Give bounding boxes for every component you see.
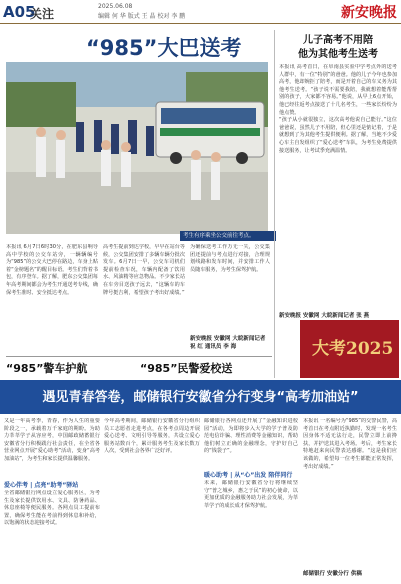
main-photo — [6, 62, 268, 234]
ad-title: 大考2025 — [312, 339, 394, 359]
issue-date: 2025.06.08 — [98, 3, 133, 10]
right-byline: 新安晚报 安徽网 大皖新闻记者 张 燕 — [279, 313, 370, 319]
bottom-subhead-2: 暖心助考 | 从“心”出发 陪伴同行 — [204, 472, 293, 479]
section-rule — [6, 356, 272, 357]
bottom-body-6: 本报讯 一名编号为“985”的交警民警，高考首日在考点附近执勤时，发现一名考生因身体不适无法行走，民警立即上前搀扶，并护送其进入考场。考后，考生家长特地赶来向民警表达感谢。“这是我们应该做的，希望每一位考生都能正常发挥，考出好成绩。” — [303, 418, 397, 470]
main-headline: “985”大巴送考 — [86, 36, 242, 60]
editor-line: 编辑 何 华 版式 王 晶 校对 李 鹏 — [98, 13, 186, 20]
banner-title: 遇见青春答卷，邮储银行安徽省分行变身“高考加油站” — [42, 390, 359, 405]
page-number: A05 — [3, 3, 36, 21]
bottom-byline: 邮储银行 安徽分行 供稿 — [303, 571, 362, 577]
bottom-body-5: 未来，邮储银行安徽省分行将继续坚守“普之城乡，惠之于民”的初心使命，以更加优质的金融服务助力社会发展，为莘莘学子的成长成才保驾护航。 — [204, 480, 298, 509]
advertisement — [300, 320, 399, 378]
main-body-left: 本报讯 6月7日6时30分，在肥东县响导高中学校的公交车站旁，一辆辆编号为“985”的公交大巴停在路边，车身上贴着“金榜题名”的醒目标语。考生们背着书包，有序登车。据了解，肥东公交集团每年高考期间都会为考生开通送考专线，确保考生准时、安全抵达考点。 — [6, 244, 98, 296]
main-byline: 新安晚报 安徽网 大皖新闻记者 祝 红 通讯员 李 海 — [190, 336, 266, 350]
column-divider — [274, 30, 275, 378]
lower-left-headline: “985”警车护航 — [6, 362, 88, 375]
bottom-subhead-1: 爱心伴考 | 点亮“助考”驿站 — [4, 482, 79, 489]
bottom-body-1: 又是一年高考季，青春，作为人生的重要阶段之一，承载着万千家庭的期盼。为助力莘莘学子从容应考，中国邮政储蓄银行安徽省分行积极践行社会责任，在全省各营业网点开展“爱心助考”活动，变身“高考加油站”，为考生和家长提供温馨服务。 — [4, 418, 100, 462]
bottom-body-2: 全省邮储银行网点设立爱心服务区，为考生及家长提供饮用水、文具、防暑药品、休息座椅等便民服务。各网点员工提前布置，确保考生能在考前得到休息和补给，以饱满的状态迎接考试。 — [4, 490, 100, 527]
right-body: 本报讯 高考首日，在阜南县实验中学考点外的送考人群中，有一位“特别”的爸爸。他的儿子今年也参加高考，他却婉拒了陪考，而是开着自己的车义务为其他考生送考。“孩子说不需要我陪，我就想着能帮帮别的孩子，大家都不容易。”他说，从早上6点开始，他已经往返考点接送了十几名考生，一些家长纷纷为他点赞。 “孩子从小就很独立，这次高考他说自己能行。”这位爸爸说，虽然儿子不用陪，但心里还是惦记着，于是就想到了为其他考生提供便利。据了解，当地不少爱心车主自发组织了“爱心送考”车队，为考生免费提供接送服务，让考试季充满温情。 — [279, 64, 397, 154]
section-name: 关注 — [30, 7, 55, 21]
right-headline-line1: 儿子高考不用陪 — [303, 35, 373, 46]
main-photo-caption: 考生有序乘坐公交前往考点。 — [180, 231, 276, 241]
main-body-right: 为确保送考工作万无一失，公交集团还提前与考点进行对接，合理规划线路和发车时间，并安排工作人员随车服务，为考生保驾护航。 — [190, 244, 270, 273]
newspaper-logo: 新安晚报 — [341, 5, 397, 21]
main-body-middle: 高考生提前到达学校，早早在站台等候，公交集团安排了多辆车辆分批次发车。6月7日一早，公交车司机们提前检查车况，车辆内配备了饮用水、风油精等应急物品。不少家长站在车旁目送孩子远去，“这辆车的车牌号挺吉利，希望孩子考出好成绩。” — [103, 244, 185, 296]
bottom-body-3: 今年高考期间，邮储银行安徽省分行组织员工志愿者走进考点，在各考点周边开展爱心送考、文明引导等服务，共设立爱心服务站数百个，累计服务考生及家长数万人次，受到社会各界广泛好评。 — [104, 418, 200, 455]
page-header — [0, 0, 401, 24]
bottom-body-4: 邮储银行各网点还开展了“金融知识进校园”活动，为即将步入大学的学子普及防范电信诈骗、理性消费等金融知识，帮助他们树立正确的金融理念，守护好自己的“钱袋子”。 — [204, 418, 298, 455]
lower-mid-headline: “985”民警爱校送 — [140, 362, 233, 375]
right-headline-line2: 他为其他考生送考 — [298, 49, 378, 60]
